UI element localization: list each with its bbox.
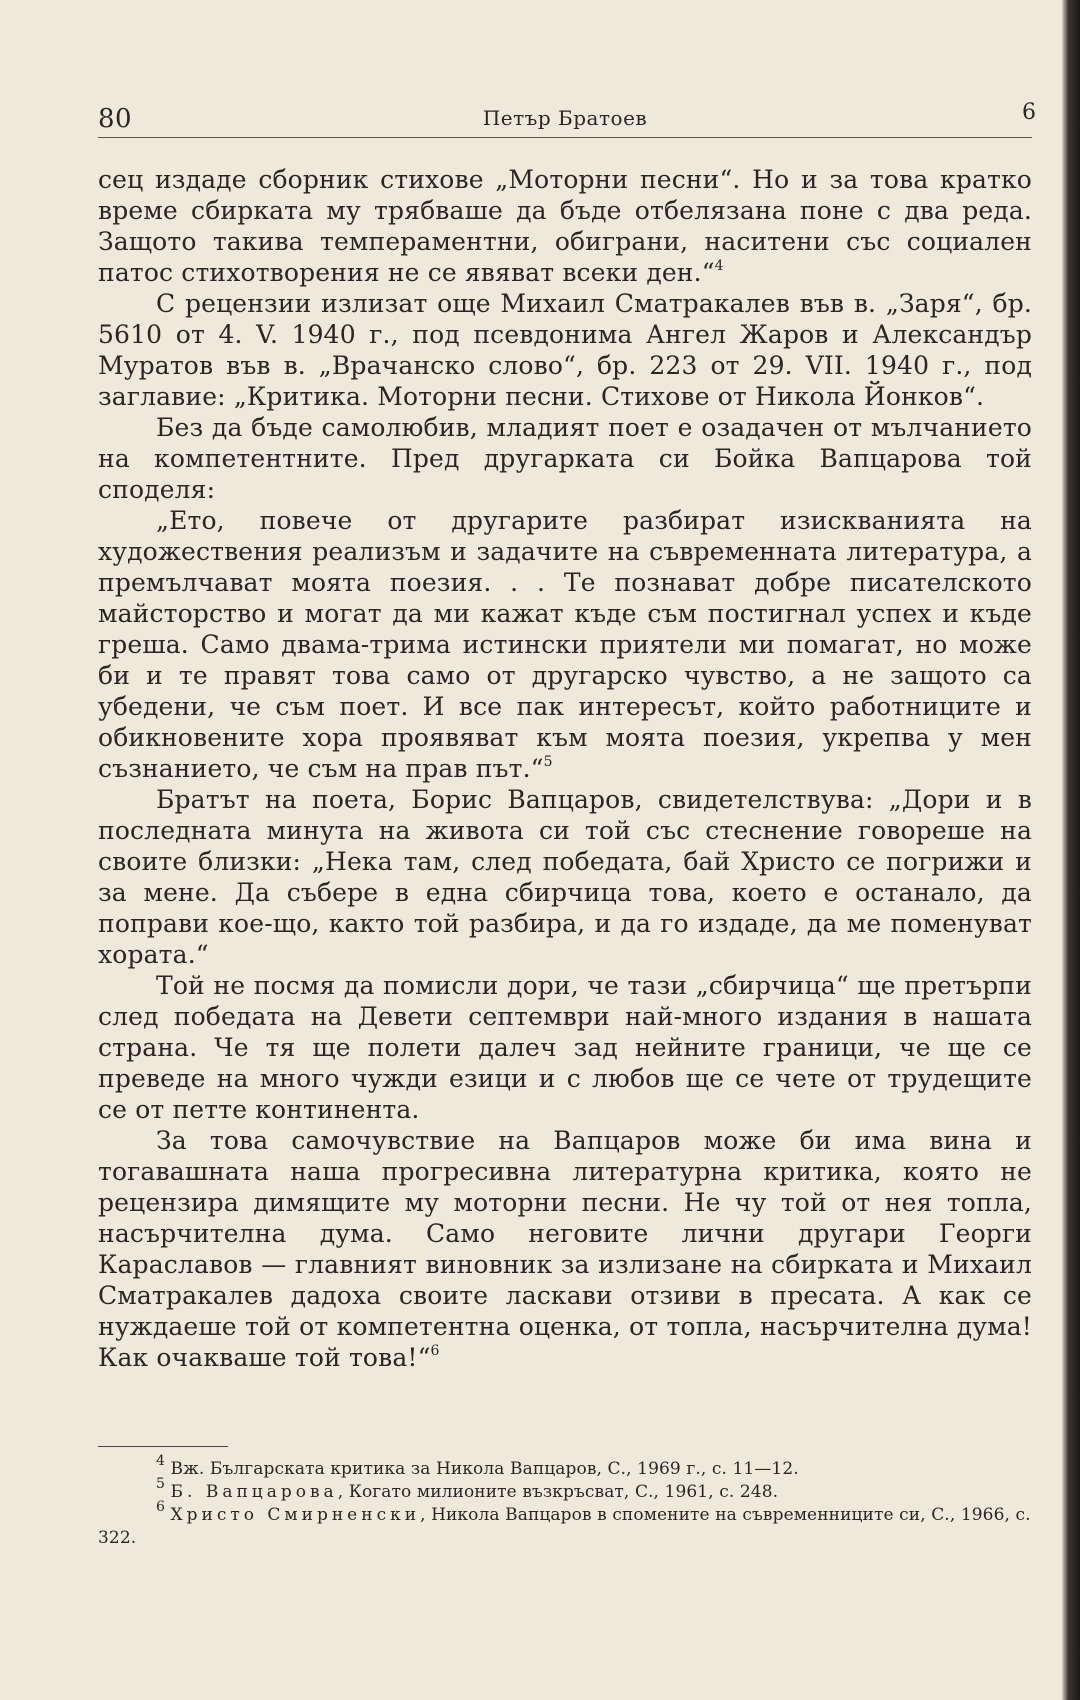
body-text <box>98 164 1032 1373</box>
page-binding-edge <box>1062 0 1080 1700</box>
paragraph <box>98 970 1032 1125</box>
paragraph <box>98 412 1032 505</box>
footnote-number: 4 <box>156 1453 166 1470</box>
footnote-author: Христо Смирненски <box>170 1505 421 1525</box>
signature-mark: 6 <box>1022 100 1036 125</box>
footnote-number: 5 <box>156 1476 166 1493</box>
page-number: 80 <box>98 104 133 134</box>
paragraph <box>98 288 1032 412</box>
paragraph-text: сец издаде сборник стихове „Моторни песни“. Но и за това кратко време сбирката му трябваше да бъде отбелязана поне с два реда. Защото такива темпераментни, обиграни, наситени със социален патос стихотворения не се явяват всеки ден.“ <box>98 165 1032 287</box>
running-head: Петър Братоев <box>482 106 648 130</box>
page-header <box>98 100 1036 140</box>
paragraph <box>98 1125 1032 1373</box>
footnote-text: , Никола Вапцаров в спомените на съвременниците си, С., 1966, с. 322. <box>98 1505 1031 1548</box>
paragraph-text: За това самочувствие на Вапцаров може би има вина и тогавашната наша прогресивна литературна критика, която не рецензира димящите му моторни песни. Не чу той от нея топла, насърчителна дума. Само неговите лични другари Георги Караславов — главният виновник за излизане на сбирката и Михаил Сматракалев дадоха своите ласкави отзиви в пресата. А как се нуждаеше той от компетентна оценка, от топла, насърчителна дума! Как очакваше той това!“ <box>98 1126 1032 1372</box>
paragraph-text: Братът на поета, Борис Вапцаров, свидетелствува: „Дори и в последната минута на живота си той със стеснение говореше на своите близки: „Нека там, след победата, бай Христо се погрижи и за мене. Да събере в една сбирчица това, което е останало, да поправи кое-що, както той разбира, и да го издаде, да ме поменуват хората.“ <box>98 785 1032 969</box>
footnote-ref: 4 <box>714 257 724 274</box>
header-rule <box>98 137 1032 138</box>
footnote-text: , Когато милионите възкръсват, С., 1961, с. 248. <box>337 1482 779 1502</box>
paragraph <box>98 784 1032 970</box>
paragraph-text: Той не посмя да помисли дори, че тази „сбирчица“ ще претърпи след победата на Девети септември най-много издания в нашата страна. Че тя ще полети далеч зад нейните граници, че ще се преведе на много чужди езици и с любов ще се чете от трудещите се от петте континента. <box>98 971 1032 1124</box>
footnote-text: Вж. Българската критика за Никола Вапцаров, С., 1969 г., с. 11—12. <box>165 1459 799 1479</box>
paragraph <box>98 164 1032 288</box>
footnote-author: Б. Вапцарова <box>170 1482 338 1502</box>
paragraph-text: Без да бъде самолюбив, младият поет е озадачен от мълчанието на компетентните. Пред другарката си Бойка Вапцарова той споделя: <box>98 413 1032 504</box>
footnote-rule <box>98 1446 228 1447</box>
footnote <box>98 1453 1032 1481</box>
paragraph-text: „Ето, повече от другарите разбират изискванията на художествения реализъм и задачите на съвременната литература, а премълчават моята поезия. . . Те познават добре писателското майсторство и могат да ми кажат къде съм постигнал успех и къде греша. Само двама-трима истински приятели ми помагат, но може би и те правят това само от другарско чувство, а не защото са убедени, че съм поет. И все пак интересът, който работниците и обикновените хора проявяват към моята поезия, укрепва у мен съзнанието, че съм на прав път.“ <box>98 506 1032 783</box>
footnotes <box>98 1453 1032 1550</box>
footnote <box>98 1499 1032 1550</box>
paragraph <box>98 505 1032 784</box>
paragraph-text: С рецензии излизат още Михаил Сматракалев във в. „Заря“, бр. 5610 от 4. V. 1940 г., под псевдонима Ангел Жаров и Александър Муратов във в. „Врачанско слово“, бр. 223 от 29. VII. 1940 г., под заглавие: „Критика. Моторни песни. Стихове от Никола Йонков“. <box>98 289 1032 411</box>
footnote-ref: 6 <box>430 1342 440 1359</box>
footnote-ref: 5 <box>543 753 553 770</box>
footnote-number: 6 <box>156 1499 166 1516</box>
footnote <box>98 1476 1032 1504</box>
